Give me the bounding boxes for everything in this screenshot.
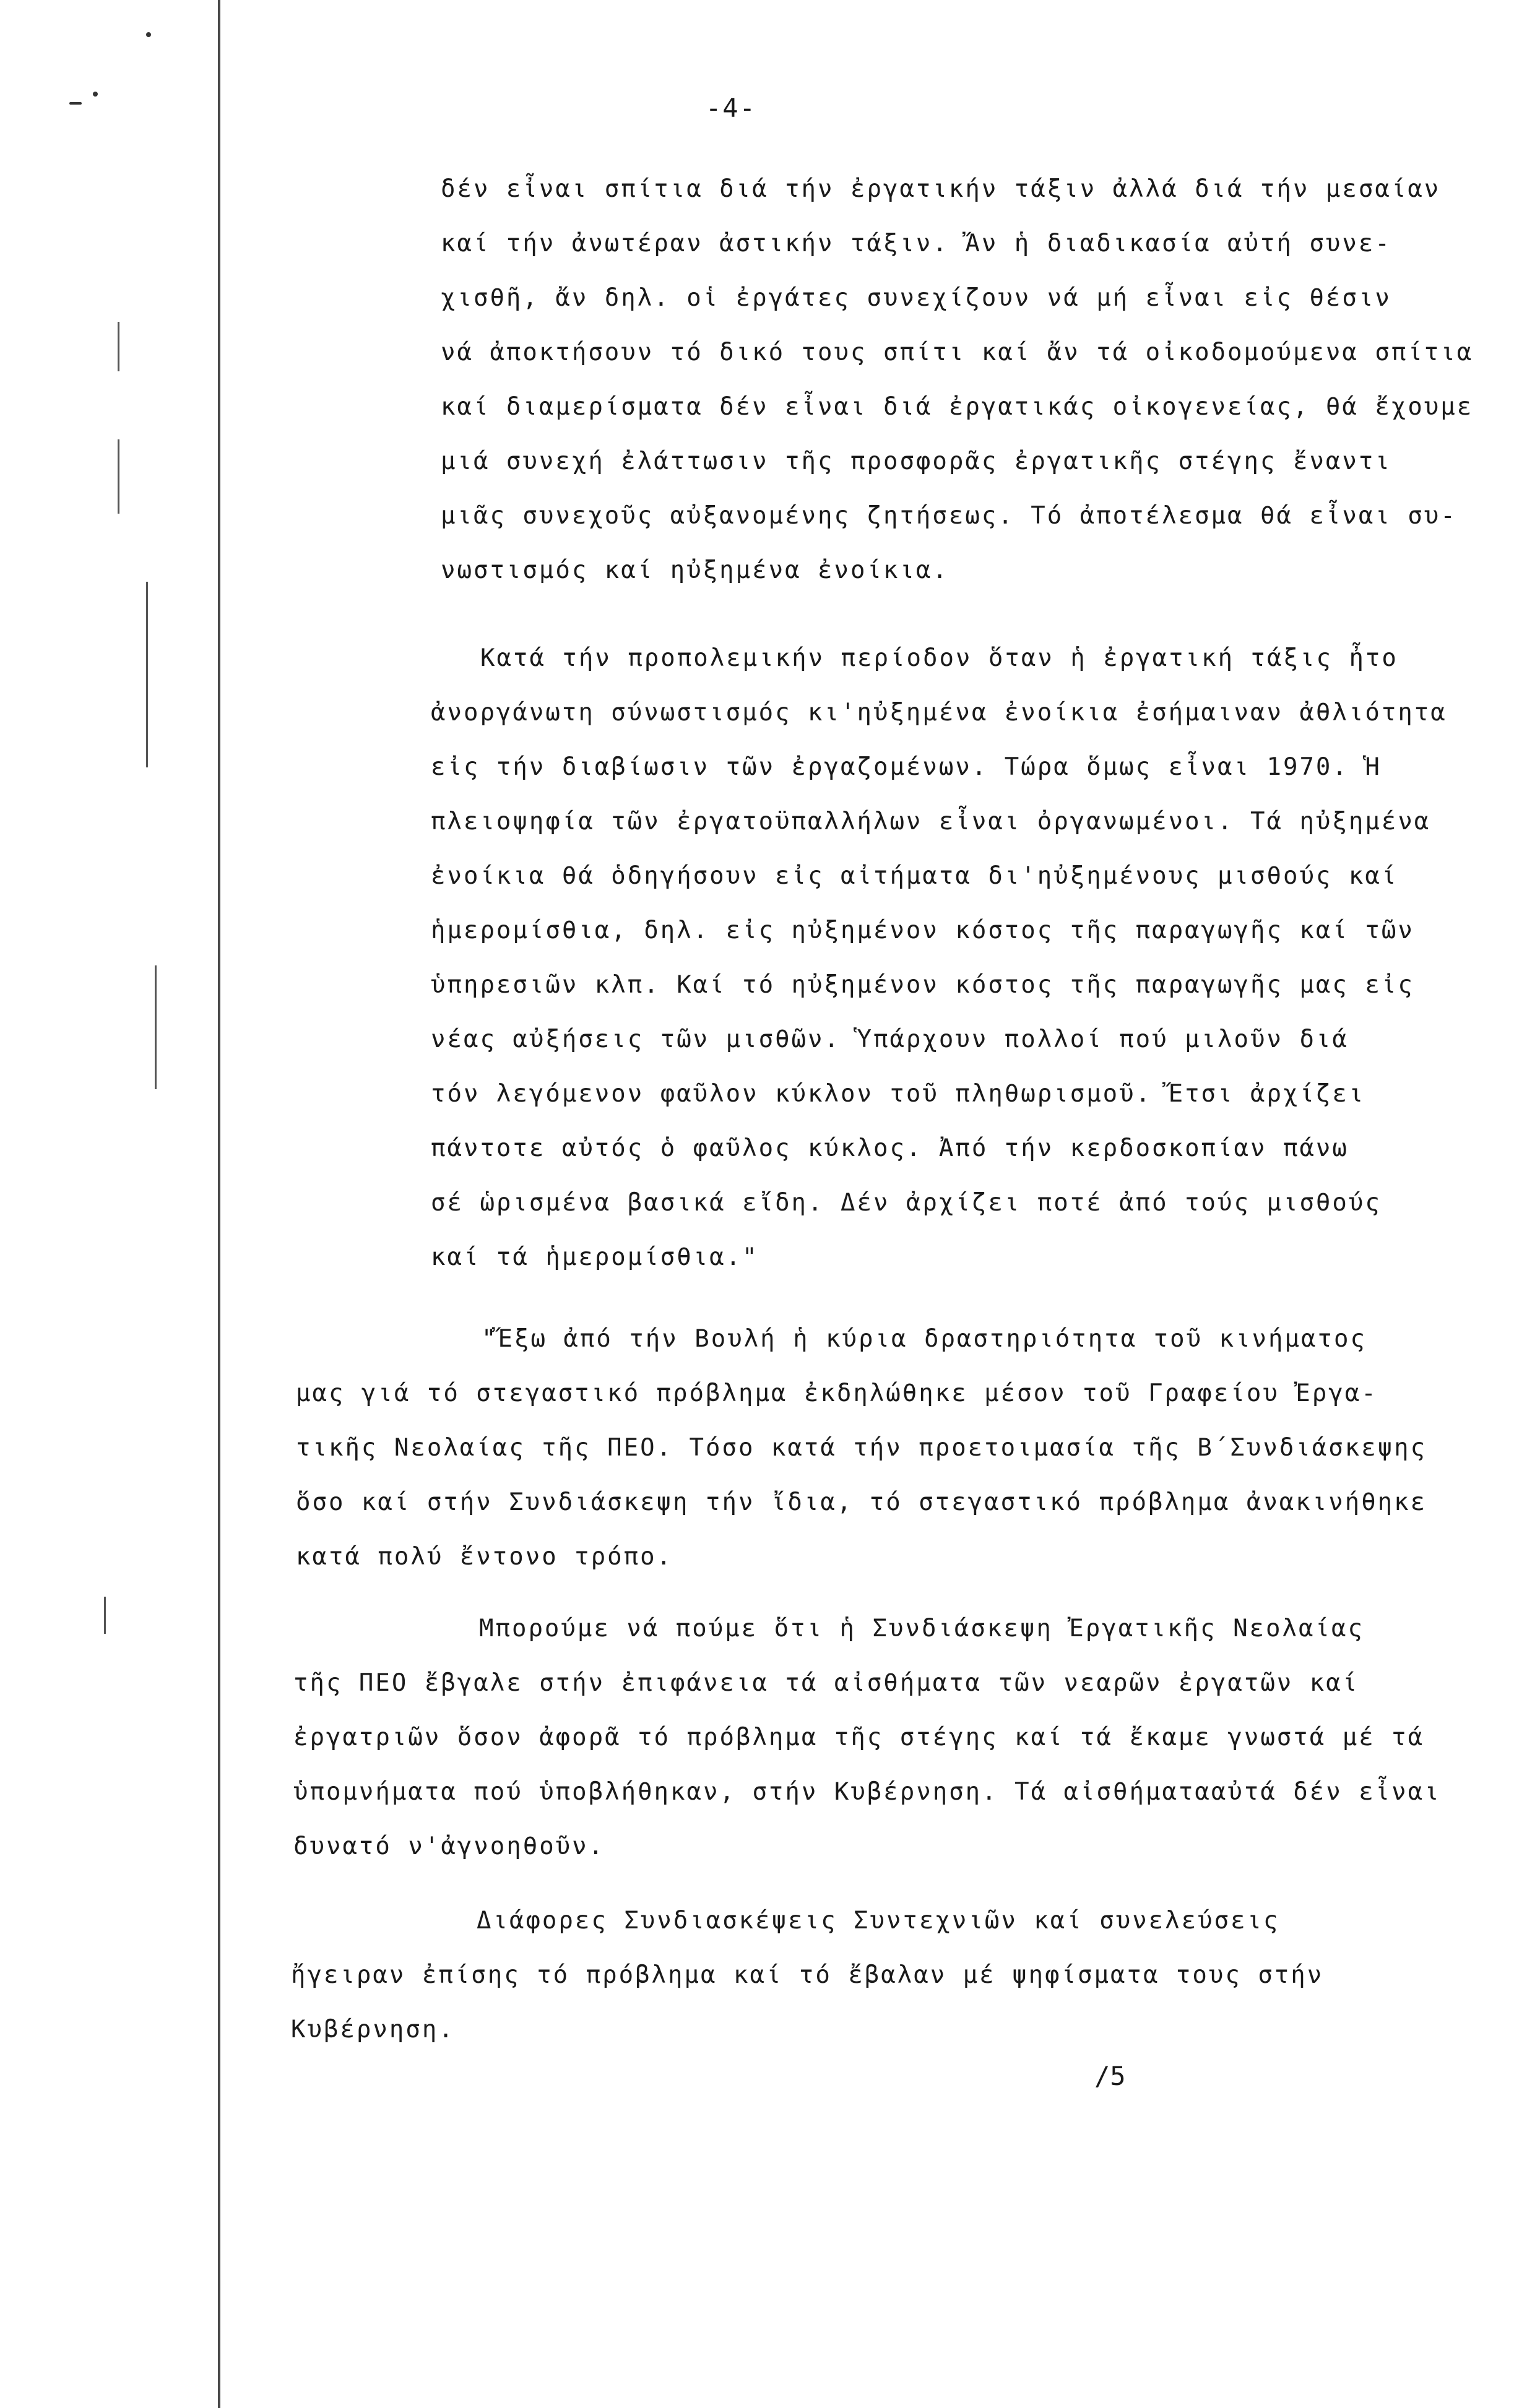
- text-line: ὑπηρεσιῶν κλπ. Καί τό ηὐξημένον κόστος τῆς παραγωγῆς μας εἰς: [431, 971, 1414, 999]
- scan-mark: [104, 1597, 106, 1634]
- paragraph-5: [291, 1894, 1430, 2057]
- text-line: "Ἔξω ἀπό τήν Βουλή ἡ κύρια δραστηριότητα τοῦ κινήματος: [482, 1325, 1367, 1353]
- text-line: χισθῆ, ἄν δηλ. οἱ ἐργάτες συνεχίζουν νά μή εἶναι εἰς θέσιν: [441, 284, 1391, 312]
- scan-mark: [118, 439, 119, 514]
- text-line: σέ ὡρισμένα βασικά εἴδη. Δέν ἀρχίζει ποτέ ἀπό τούς μισθούς: [431, 1189, 1382, 1217]
- text-line: τόν λεγόμενον φαῦλον κύκλον τοῦ πληθωρισμοῦ. Ἔτσι ἀρχίζει: [431, 1080, 1365, 1108]
- text-line: ὑπομνήματα πού ὑποβλήθηκαν, στήν Κυβέρνηση. Τά αἰσθήματααὐτά δέν εἶναι: [293, 1778, 1441, 1806]
- text-line: πάντοτε αὐτός ὁ φαῦλος κύκλος. Ἀπό τήν κερδοσκοπίαν πάνω: [431, 1134, 1349, 1162]
- text-line: δέν εἶναι σπίτια διά τήν ἐργατικήν τάξιν ἀλλά διά τήν μεσαίαν: [441, 175, 1441, 203]
- text-line: τῆς ΠΕΟ ἔβγαλε στήν ἐπιφάνεια τά αἰσθήματα τῶν νεαρῶν ἐργατῶν καί: [293, 1669, 1359, 1697]
- scan-speck: [69, 102, 82, 105]
- paragraph-3: [296, 1312, 1435, 1584]
- text-line: εἰς τήν διαβίωσιν τῶν ἐργαζομένων. Τώρα ὅμως εἶναι 1970. Ἡ: [431, 753, 1382, 781]
- scan-speck: [93, 92, 98, 97]
- paragraph-1: [441, 162, 1527, 598]
- text-line: ἀνοργάνωτη σύνωστισμός κι'ηὐξημένα ἐνοίκια ἐσήμαιναν ἀθλιότητα: [431, 699, 1447, 727]
- scan-speck: [146, 32, 151, 37]
- text-line: δυνατό ν'ἀγνοηθοῦν.: [293, 1832, 605, 1860]
- paragraph-2: [431, 631, 1527, 1285]
- text-line: πλειοψηφία τῶν ἐργατοϋπαλλήλων εἶναι ὀργανωμένοι. Τά ηὐξημένα: [431, 808, 1431, 835]
- scan-mark: [155, 965, 157, 1089]
- text-line: ὅσο καί στήν Συνδιάσκεψη τήν ἴδια, τό στεγαστικό πρόβλημα ἀνακινήθηκε: [296, 1488, 1427, 1516]
- text-line: κατά πολύ ἔντονο τρόπο.: [296, 1543, 673, 1571]
- text-line: τικῆς Νεολαίας τῆς ΠΕΟ. Τόσο κατά τήν προετοιμασία τῆς Β΄Συνδιάσκεψης: [296, 1434, 1427, 1462]
- text-line: ἐνοίκια θά ὁδηγήσουν εἰς αἰτήματα δι'ηὐξημένους μισθούς καί: [431, 862, 1398, 890]
- continuation-marker: /5: [1094, 2061, 1126, 2091]
- text-line: ἐργατριῶν ὅσον ἀφορᾶ τό πρόβλημα τῆς στέγης καί τά ἔκαμε γνωστά μέ τά: [293, 1724, 1425, 1751]
- text-line: μας γιά τό στεγαστικό πρόβλημα ἐκδηλώθηκε μέσον τοῦ Γραφείου Ἐργα-: [296, 1379, 1378, 1407]
- scan-mark: [118, 322, 119, 371]
- text-line: καί διαμερίσματα δέν εἶναι διά ἐργατικάς οἰκογενείας, θά ἔχουμε: [441, 393, 1474, 421]
- text-line: Κατά τήν προπολεμικήν περίοδον ὅταν ἡ ἐργατική τάξις ἦτο: [480, 644, 1398, 672]
- left-margin-rule: [218, 0, 220, 2408]
- text-line: Μπορούμε νά πούμε ὅτι ἡ Συνδιάσκεψη Ἐργατικῆς Νεολαίας: [479, 1615, 1364, 1642]
- text-line: Διάφορες Συνδιασκέψεις Συντεχνιῶν καί συνελεύσεις: [477, 1907, 1280, 1935]
- scan-mark: [146, 582, 148, 767]
- text-line: νέας αὐξήσεις τῶν μισθῶν. Ὑπάρχουν πολλοί πού μιλοῦν διά: [431, 1025, 1349, 1053]
- text-line: ἤγειραν ἐπίσης τό πρόβλημα καί τό ἔβαλαν μέ ψηφίσματα τους στήν: [291, 1961, 1324, 1989]
- text-line: καί τά ἡμερομίσθια.": [431, 1243, 759, 1271]
- paragraph-4: [293, 1602, 1441, 1874]
- text-line: μιᾶς συνεχοῦς αὐξανομένης ζητήσεως. Τό ἀποτέλεσμα θά εἶναι συ-: [441, 502, 1457, 530]
- text-line: Κυβέρνηση.: [291, 2016, 455, 2043]
- text-line: ἡμερομίσθια, δηλ. εἰς ηὐξημένον κόστος τῆς παραγωγῆς καί τῶν: [431, 917, 1414, 944]
- text-line: νωστισμός καί ηὐξημένα ἐνοίκια.: [441, 556, 949, 584]
- page-number: -4-: [706, 93, 756, 123]
- text-line: μιά συνεχή ἐλάττωσιν τῆς προσφορᾶς ἐργατικῆς στέγης ἔναντι: [441, 447, 1391, 475]
- text-line: καί τήν ἀνωτέραν ἀστικήν τάξιν. Ἄν ἡ διαδικασία αὐτή συνε-: [441, 230, 1391, 257]
- text-line: νά ἀποκτήσουν τό δικό τους σπίτι καί ἄν τά οἰκοδομούμενα σπίτια: [441, 339, 1474, 366]
